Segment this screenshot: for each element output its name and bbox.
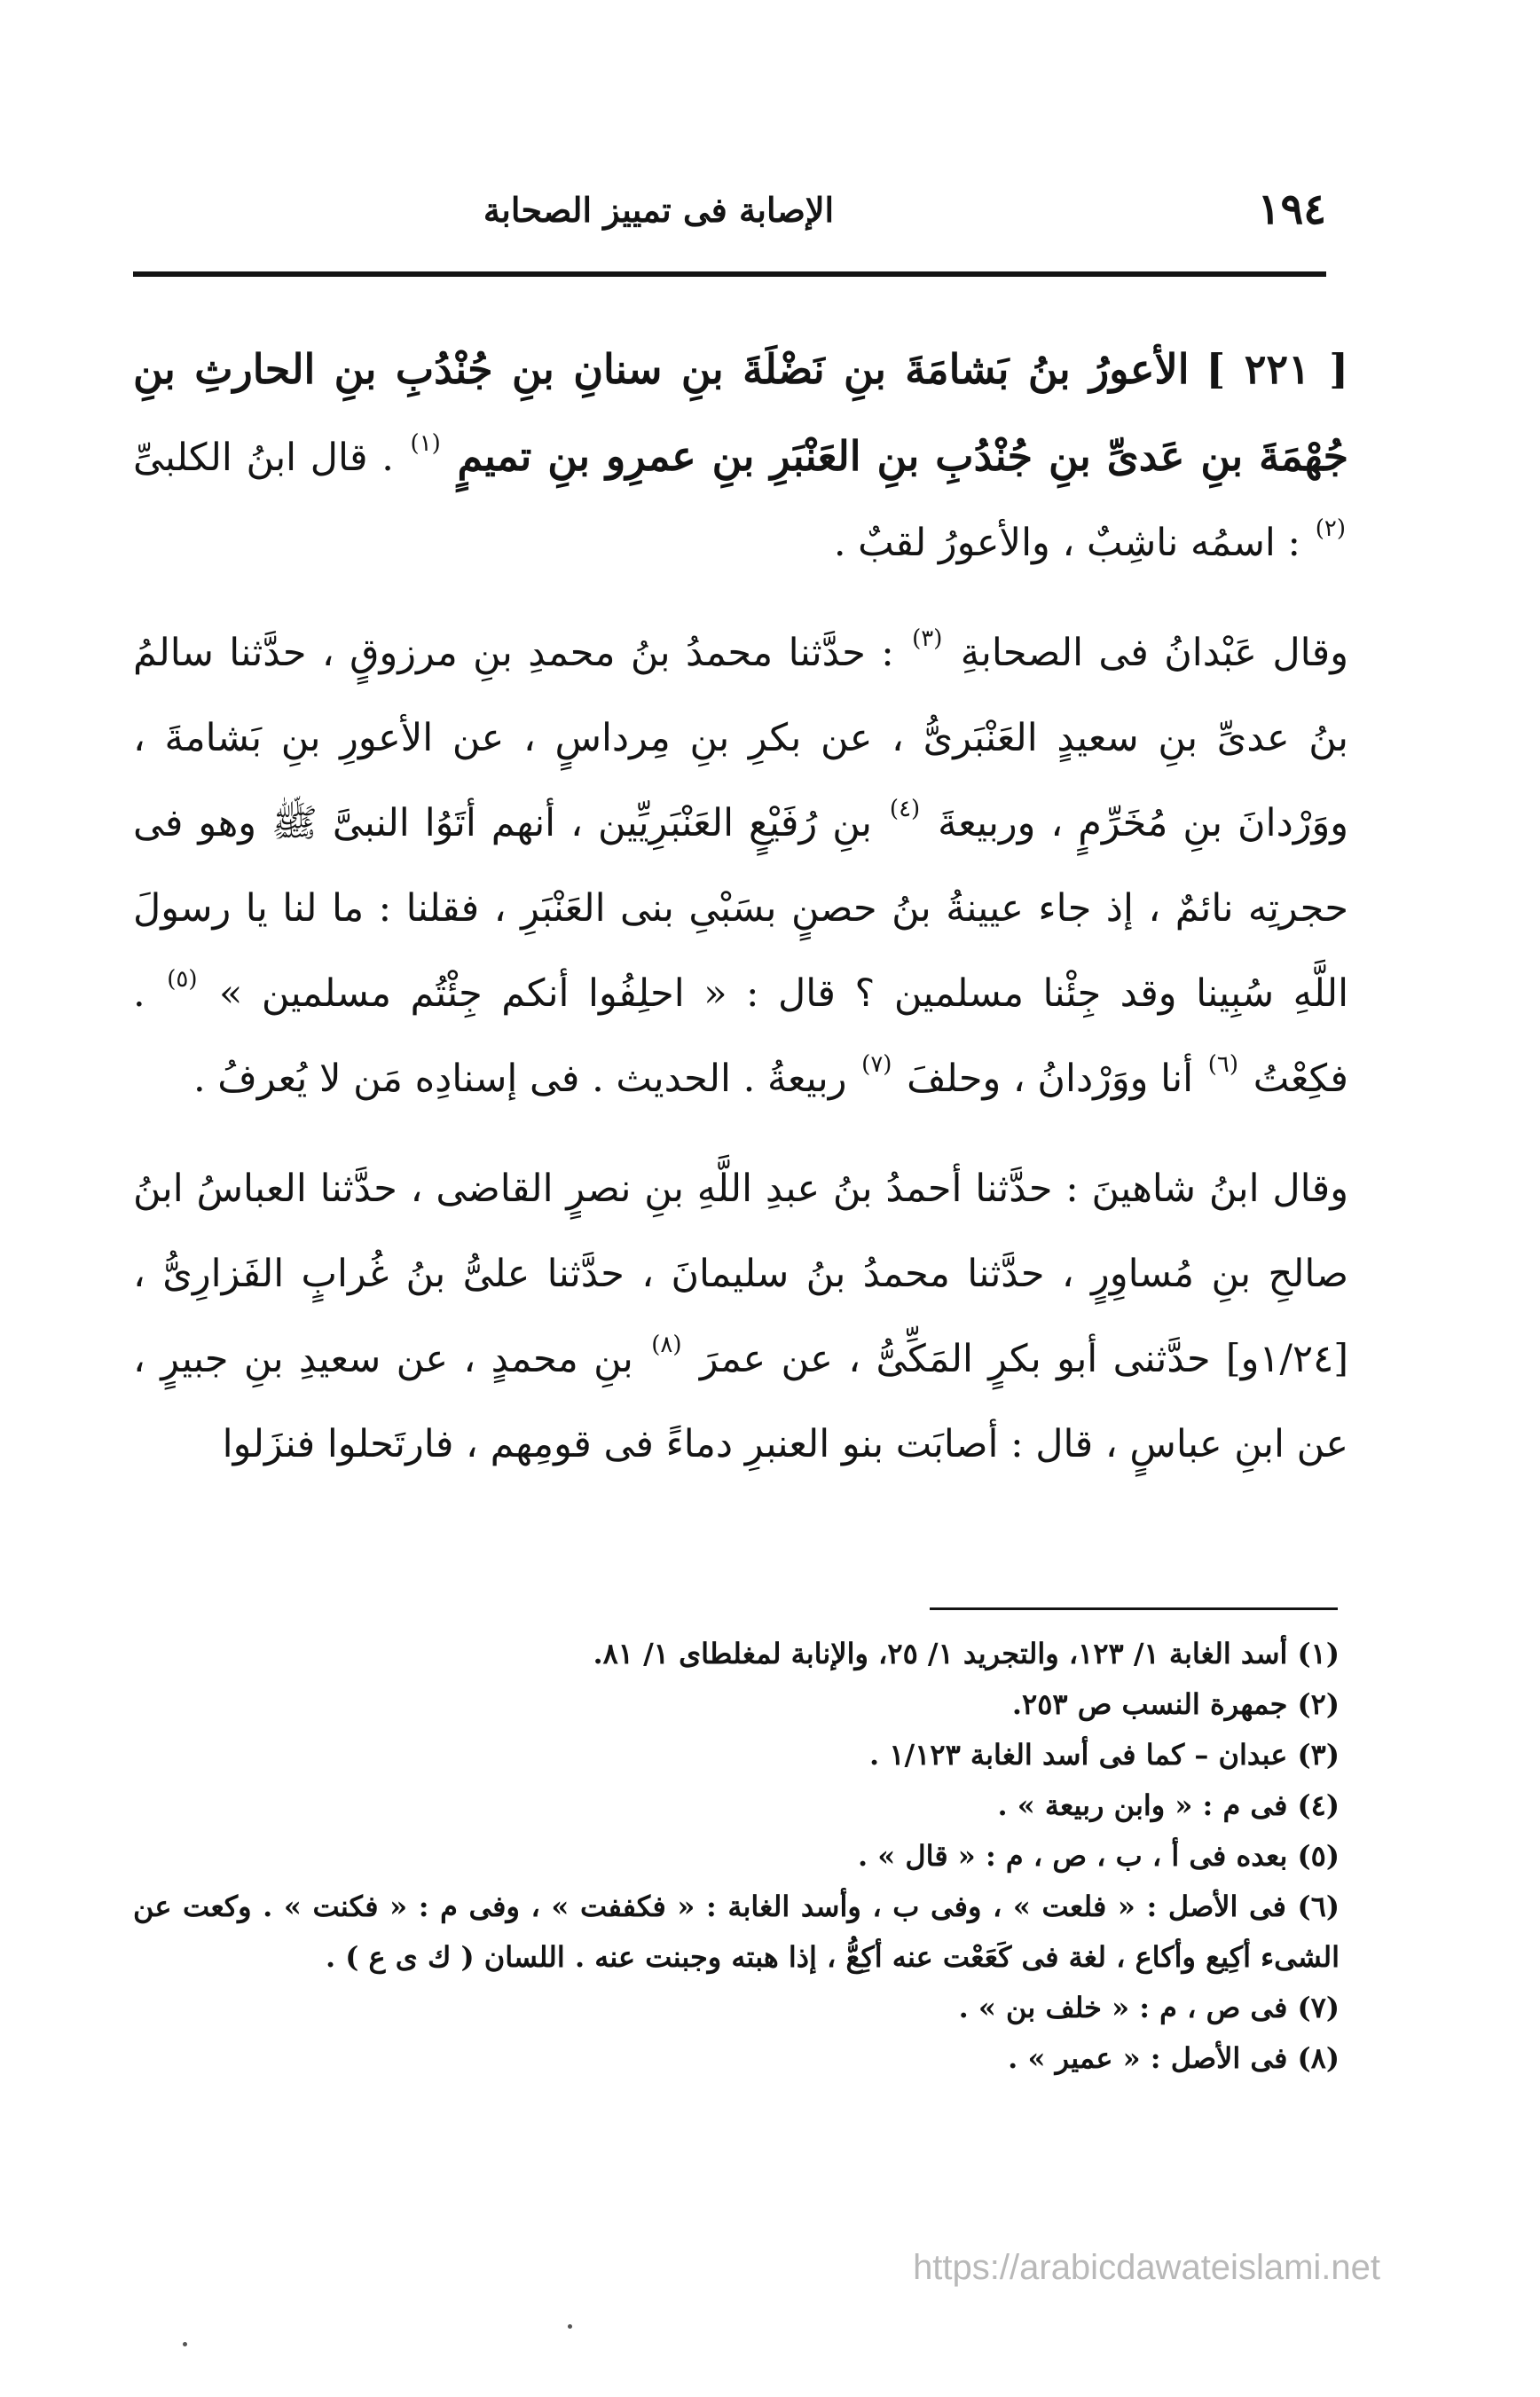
entry-number: [ ٢٢١ ] — [1206, 345, 1349, 393]
header-rule — [133, 271, 1326, 277]
footnote-separator — [930, 1607, 1338, 1610]
footnote-marker: (٢) — [1315, 515, 1346, 542]
watermark-url: https://arabicdawateislami.net — [913, 2248, 1380, 2287]
paragraph-text: . فكِعْتُ — [133, 971, 1348, 1101]
page-header — [133, 177, 1326, 240]
paragraph-text: ربيعةُ . الحديث . فى إسنادِه مَن لا يُعرفُ . — [192, 1057, 847, 1101]
footnote-marker: (٤) — [889, 796, 921, 822]
running-title: الإصابة فى تمييز الصحابة — [483, 190, 835, 230]
paragraph-text: وقال ابنُ شاهينَ : حدَّثنا أحمدُ بنُ عبدِ اللَّهِ بنِ نصرٍ القاضى ، حدَّثنا العباسُ ابنُ صالحِ بنِ مُساوِرٍ ، حدَّثنا محمدُ بنُ سليمانَ ، حدَّثنا علىُّ بنُ غُرابٍ الفَزارِىُّ ، [١/٢٤و] حدَّثنى أبو بكرٍ المَكِّىُّ ، عن عمرَ — [133, 1167, 1348, 1381]
footnote-marker: (٧) — [861, 1051, 892, 1078]
footnote: (١) أسد الغابة ١/ ١٢٣، والتجريد ١/ ٢٥، والإنابة لمغلطاى ١/ ٨١. — [593, 1637, 1340, 1670]
footnote-marker: (٨) — [651, 1332, 682, 1358]
entry-text: : اسمُه ناشِبٌ ، والأعورُ لقبٌ . — [833, 521, 1301, 565]
scan-speck — [568, 2324, 572, 2329]
scan-speck — [183, 2342, 187, 2346]
paragraph-text: : حدَّثنا محمدُ بنُ محمدِ بنِ مرزوقٍ ، حدَّثنا سالمُ بنُ عدىِّ بنِ سعيدٍ العَنْبَرىُّ ، عن بكرِ بنِ مِرداسٍ ، عن الأعورِ بنِ بَشامةَ ، ووَرْدانَ بنِ مُخَرِّمٍ ، وربيعةَ — [133, 631, 1349, 845]
paragraph-text: بنِ رُفَيْعٍ العَنْبَرِيِّين ، أنهم أتَوُا النبىَّ ﷺ وهو فى حجرتِه نائمٌ ، إذ جاء عيينةُ بنُ حصنٍ بسَبْىِ بنى العَنْبَرِ ، فقلنا : ما لنا يا رسولَ اللَّهِ سُبِينا وقد جِئْنا مسلمين ؟ قال : « احلِفُوا أنكم جِئْتُم مسلمين » — [133, 801, 1349, 1016]
entry-heading: الأعورُ بنُ بَشامَةَ بنِ نَضْلَةَ بنِ سنانِ بنِ جُنْدُبِ بنِ الحارثِ بنِ جُهْمَةَ بنِ عَدىِّ بنِ جُنْدُبِ بنِ العَنْبَرِ بنِ عمرِو بنِ تميمٍ — [133, 345, 1349, 480]
footnote: (٣) عبدان – كما فى أسد الغابة ١/١٢٣ . — [869, 1738, 1340, 1772]
footnote: (٢) جمهرة النسب ص ٢٥٣. — [1011, 1687, 1340, 1721]
paragraph-text: بنِ محمدٍ ، عن سعيدِ بنِ جبيرٍ ، عن ابنِ عباسٍ ، قال : أصابَت بنو العنبرِ دماءً فى قومِهم ، فارتَحلوا فنزَلوا — [133, 1337, 1348, 1466]
footnote-marker: (١) — [410, 430, 441, 457]
footnote: (٦) فى الأصل : « فلعت » ، وفى ب ، وأسد الغابة : « فكففت » ، وفى م : « فكنت » . وكعت عن الشىء أكِيع وأكاع ، لغة فى كَعَعْت عنه أكِعُّ ، إذا هبته وجبنت عنه . اللسان ( ك ى ع ) . — [133, 1890, 1340, 1974]
page-number: ١٩٤ — [1257, 185, 1326, 234]
footnote-marker: (٦) — [1207, 1051, 1239, 1078]
paragraph-text: وقال عَبْدانُ فى الصحابةِ — [960, 631, 1349, 675]
body-paragraph — [133, 610, 1348, 1121]
entry-text: . قال ابنُ الكلبىِّ — [133, 436, 394, 480]
footnote-marker: (٥) — [167, 966, 198, 993]
footnote: (٨) فى الأصل : « عمير » . — [1008, 2041, 1340, 2075]
footnotes — [133, 1629, 1340, 2084]
main-text — [133, 326, 1348, 1512]
entry-paragraph — [133, 326, 1348, 585]
footnote-marker: (٣) — [912, 625, 943, 652]
paragraph-text: أنا ووَرْدانُ ، وحلفَ — [907, 1057, 1194, 1101]
footnote: (٤) فى م : « وابن ربيعة » . — [997, 1788, 1340, 1822]
body-paragraph — [133, 1146, 1348, 1487]
footnote: (٧) فى ص ، م : « خلف بن » . — [958, 1991, 1340, 2024]
footnote: (٥) بعده فى أ ، ب ، ص ، م : « قال » . — [857, 1839, 1340, 1873]
